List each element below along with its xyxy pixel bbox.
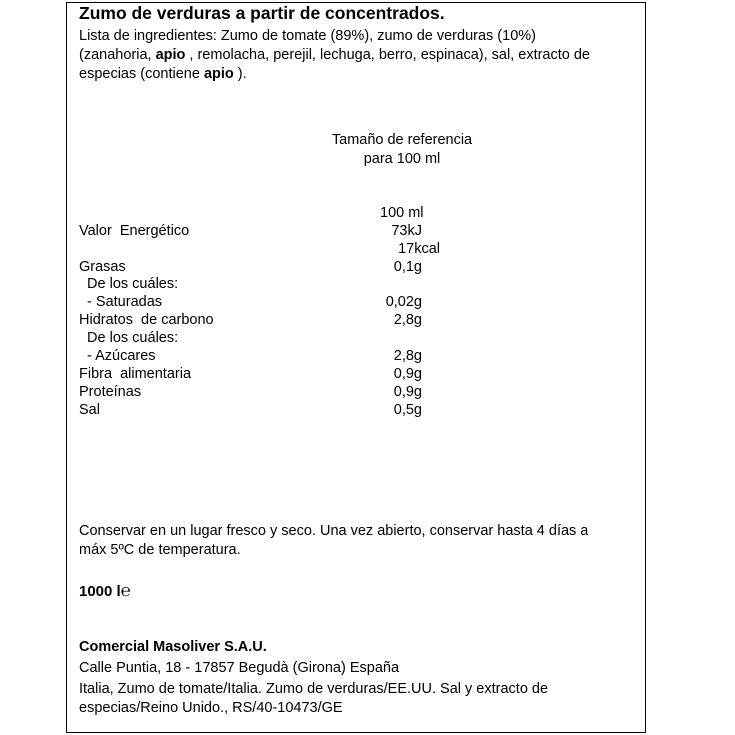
nutrient-value: 73kJ (391, 223, 422, 239)
nutrient-label: - Saturadas (79, 294, 163, 310)
ingredients-text: (zanahoria, (79, 47, 156, 63)
nutrient-label: - Azúcares (79, 348, 156, 364)
storage-instructions-line-1: Conservar en un lugar fresco y seco. Una vez abierto, conservar hasta 4 días a (79, 523, 589, 539)
nutrient-label: Valor Energético (79, 223, 190, 239)
allergen-celery: apio (203, 66, 234, 82)
nutrient-value: 2,8g (393, 348, 422, 364)
ingredients-text: , remolacha, perejil, lechuga, berro, espinaca), sal, extracto de (185, 47, 590, 63)
ingredients-text: especias (contiene (79, 66, 204, 82)
company-name: Comercial Masoliver S.A.U. (79, 639, 267, 655)
nutrient-value: 0,9g (393, 366, 422, 382)
ingredients-text: ). (233, 66, 247, 82)
allergen-celery: apio (155, 47, 186, 63)
nutrient-value: 2,8g (393, 312, 422, 328)
nutrient-value: 0,02g (385, 294, 422, 310)
nutrient-value: 0,5g (393, 402, 422, 418)
nutrient-label: Hidratos de carbono (79, 312, 214, 328)
origin-line-2: especias/Reino Unido., RS/40-10473/GE (79, 700, 343, 716)
net-quantity (79, 582, 131, 599)
nutrient-label: Fibra alimentaria (79, 366, 192, 382)
nutrient-label: De los cuáles: (79, 330, 179, 346)
ingredients-line-2 (79, 48, 590, 63)
origin-line-1: Italia, Zumo de tomate/Italia. Zumo de verduras/EE.UU. Sal y extracto de (79, 681, 549, 697)
company-address: Calle Puntia, 18 - 17857 Begudà (Girona) España (79, 660, 400, 676)
nutrient-value: 0,9g (393, 384, 422, 400)
reference-size-label: Tamaño de referencia (331, 132, 473, 148)
nutrient-label: Proteínas (79, 384, 142, 400)
net-quantity-amount: 1000 l (79, 583, 121, 600)
storage-instructions-line-2: máx 5ºC de temperatura. (79, 542, 241, 558)
nutrient-value: 0,1g (393, 259, 422, 275)
nutrition-column-header: 100 ml (380, 205, 424, 221)
estimated-sign-icon: ℮ (120, 581, 131, 600)
reference-size-unit: para 100 ml (363, 151, 441, 167)
nutrient-label: De los cuáles: (79, 276, 179, 292)
product-title: Zumo de verduras a partir de concentrados. (79, 3, 445, 23)
nutrient-label: Grasas (79, 259, 126, 275)
nutrient-label: Sal (79, 402, 100, 418)
ingredients-line-3 (79, 67, 247, 82)
nutrient-value: 17kcal (398, 241, 440, 257)
ingredients-line-1: Lista de ingredientes: Zumo de tomate (89%), zumo de verduras (10%) (79, 28, 536, 44)
